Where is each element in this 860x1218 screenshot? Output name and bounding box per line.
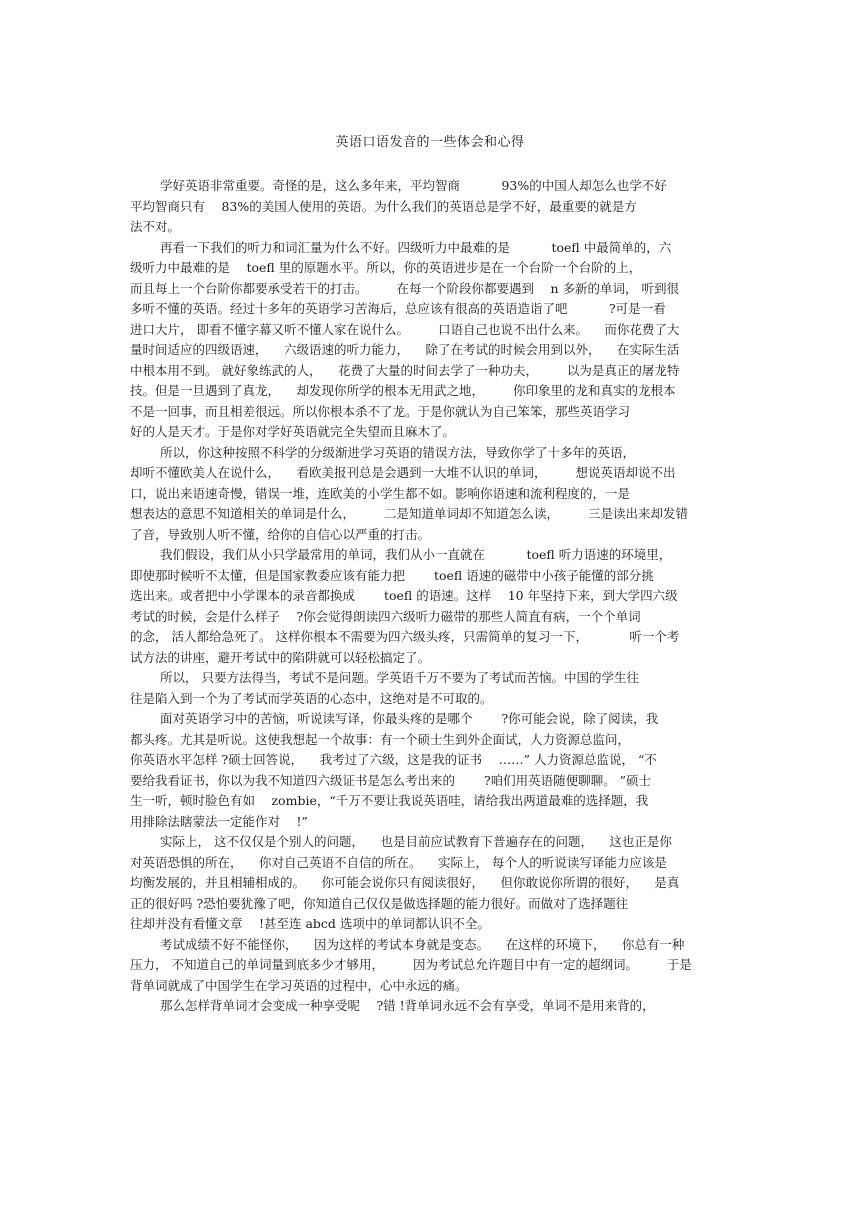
paragraph bbox=[130, 709, 730, 832]
paragraph-line: 都头疼。尤其是听说。这使我想起一个故事：有一个硕士生到外企面试，人力资源总监问， bbox=[130, 731, 631, 747]
paragraph-line: 技。但是一旦遇到了真龙， 却发现你所学的根本无用武之地， 你印象里的龙和真实的龙根本 bbox=[130, 383, 676, 398]
paragraph-line: 背单词就成了中国学生在学习英语的过程中，心中永远的痛。 bbox=[130, 977, 468, 993]
paragraph-line: 实际上， 这不仅仅是个别人的问题， 也是目前应试教育下普遍存在的问题， 这也正是你 bbox=[160, 834, 672, 849]
paragraph-line: 再看一下我们的听力和词汇量为什么不好。四级听力中最难的是 toefl 中最简单的，六 bbox=[160, 239, 672, 255]
paragraph bbox=[130, 545, 730, 668]
paragraph bbox=[130, 176, 730, 238]
paragraph-line: 想表达的意思不知道相关的单词是什么， 二是知道单词却不知道怎么读， 三是读出来却发错 bbox=[130, 506, 688, 521]
paragraph-line: 量时间适应的四级语速， 六级语速的听力能力， 除了在考试的时候会用到以外， 在实际生活 bbox=[130, 342, 680, 357]
paragraph-line: 好的人是天才。于是你对学好英语就完全失望而且麻木了。 bbox=[130, 424, 456, 439]
paragraph-line: 试方法的讲座，避开考试中的陷阱就可以轻松搞定了。 bbox=[130, 649, 431, 665]
paragraph bbox=[130, 443, 730, 546]
paragraph bbox=[130, 996, 730, 1017]
paragraph-line: 口，说出来语速奇慢，错误一堆，连欧美的小学生都不如。影响你语速和流利程度的，一是 bbox=[130, 485, 631, 501]
paragraph-line: 面对英语学习中的苦恼，听说读写译，你最头疼的是哪个 ?你可能会说，除了阅读，我 bbox=[160, 711, 659, 726]
document-body bbox=[130, 176, 730, 1017]
paragraph bbox=[130, 935, 730, 997]
paragraph-line: 级听力中最难的是 toefl 里的原题水平。所以，你的英语进步是在一个台阶一个台阶的上， bbox=[130, 260, 642, 275]
paragraph-line: 中根本用不到。 就好象练武的人， 花费了大量的时间去学了一种功夫， 以为是真正的屠龙特 bbox=[130, 362, 680, 378]
paragraph-line: 你英语水平怎样 ?硕士回答说， 我考过了六级，这是我的证书 ……” 人力资源总监说， “不 bbox=[130, 752, 657, 767]
paragraph-line: 考试成绩不好不能怪你， 因为这样的考试本身就是变态。 在这样的环境下， 你总有一种 bbox=[160, 936, 685, 952]
paragraph-line: 往却并没有看懂文章 !甚至连 abcd 选项中的单词都认识不全。 bbox=[130, 916, 490, 931]
paragraph-line: 即使那时候听不太懂，但是国家教委应该有能力把 toefl 语速的磁带中小孩子能懂的部分挑 bbox=[130, 567, 654, 583]
paragraph-line: 而且每上一个台阶你都要承受若干的打击。 在每一个阶段你都要遇到 n 多新的单词， 听到很 bbox=[130, 280, 679, 296]
paragraph bbox=[130, 668, 730, 709]
paragraph-line: 正的很好吗 ?恐怕要犹豫了吧，你知道自己仅仅是做选择题的能力很好。而做对了选择题往 bbox=[130, 895, 629, 911]
paragraph-line: 多听不懂的英语。经过十多年的英语学习苦海后，总应该有很高的英语造诣了吧 ?可是一看 bbox=[130, 301, 666, 316]
paragraph-line: 用排除法瞎蒙法一定能作对 !” bbox=[130, 813, 308, 829]
paragraph-line: 不是一回事，而且相差很远。所以你根本杀不了龙。于是你就认为自己笨笨，那些英语学习 bbox=[130, 403, 631, 419]
paragraph-line: 进口大片， 即看不懂字幕又听不懂人家在说什么。 口语自己也说不出什么来。 而你花费了大 bbox=[130, 321, 680, 337]
paragraph-line: 选出来。或者把中小学课本的录音都换成 toefl 的语速。这样 10 年坚持下来，到大学四六级 bbox=[130, 588, 678, 603]
paragraph-line: 要给我看证书，你以为我不知道四六级证书是怎么考出来的 ?咱们用英语随便聊聊。 ”硕士 bbox=[130, 772, 652, 788]
paragraph bbox=[130, 832, 730, 935]
paragraph bbox=[130, 238, 730, 443]
paragraph-line: 均衡发展的，并且相辅相成的。 你可能会说你只有阅读很好， 但你敢说你所谓的很好， 是真 bbox=[130, 875, 680, 890]
paragraph-line: 的念， 活人都给急死了。 这样你根本不需要为四六级头疼，只需简单的复习一下， 听一个考 bbox=[130, 629, 680, 644]
paragraph-line: 生一听，顿时脸色有如 zombie，“千万不要让我说英语哇，请给我出两道最难的选择题，我 bbox=[130, 793, 649, 808]
paragraph-line: 往是陷入到一个为了考试而学英语的心态中，这绝对是不可取的。 bbox=[130, 690, 493, 706]
paragraph-line: 那么怎样背单词才会变成一种享受呢 ?错 !背单词永远不会有享受，单词不是用来背的， bbox=[160, 998, 655, 1013]
paragraph-line: 我们假设，我们从小只学最常用的单词，我们从小一直就在 toefl 听力语速的环境里， bbox=[160, 547, 672, 562]
paragraph-line: 对英语恐惧的所在， 你对自己英语不自信的所在。 实际上， 每个人的听说读写译能力应该是 bbox=[130, 854, 667, 870]
paragraph-line: 却听不懂欧美人在说什么， 看欧美报刊总是会遇到一大堆不认识的单词， 想说英语却说不出 bbox=[130, 465, 676, 480]
paragraph-line: 平均智商只有 83%的美国人使用的英语。为什么我们的英语总是学不好，最重要的就是方 bbox=[130, 198, 637, 214]
paragraph-line: 所以， 只要方法得当，考试不是问题。学英语千万不要为了考试而苦恼。中国的学生往 bbox=[160, 670, 639, 685]
paragraph-line: 了音，导致别人听不懂，给你的自信心以严重的打击。 bbox=[130, 526, 431, 542]
paragraph-line: 考试的时候，会是什么样子 ?你会觉得朗读四六级听力磁带的那些人简直有病，一个个单词 bbox=[130, 608, 641, 624]
paragraph-line: 法不对。 bbox=[130, 219, 181, 234]
document-title: 英语口语发音的一些体会和心得 bbox=[335, 135, 525, 150]
paragraph-line: 压力， 不知道自己的单词量到底多少才够用， 因为考试总允许题目中有一定的超纲词。 于是 bbox=[130, 957, 692, 972]
paragraph-line: 所以，你这种按照不科学的分级渐进学习英语的错误方法，导致你学了十多年的英语， bbox=[160, 444, 636, 460]
paragraph-line: 学好英语非常重要。奇怪的是，这么多年来，平均智商 93%的中国人却怎么也学不好 bbox=[160, 178, 667, 193]
